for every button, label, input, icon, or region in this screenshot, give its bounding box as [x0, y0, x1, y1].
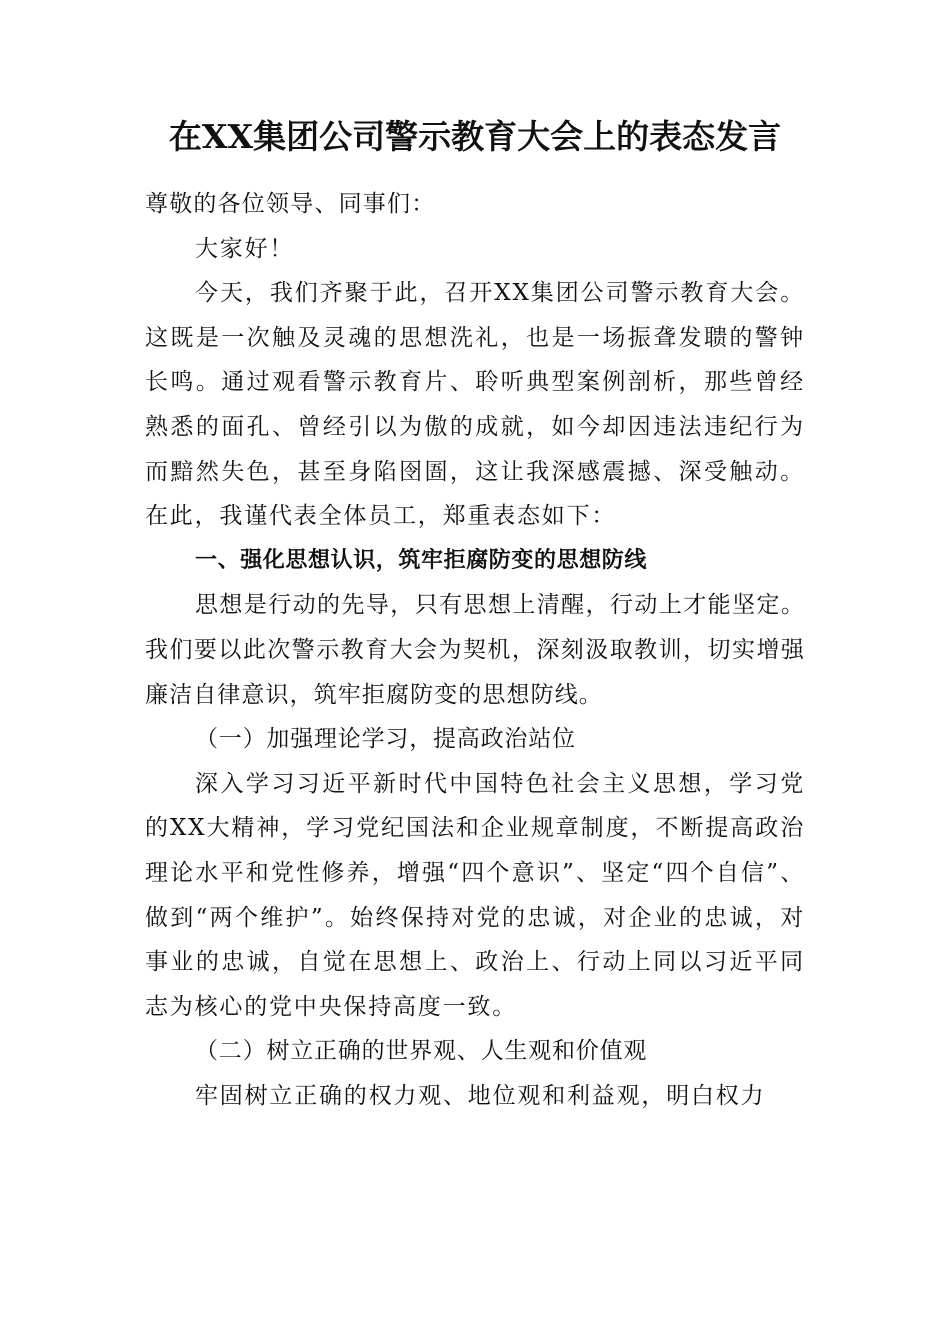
subsection-2-paragraph: 牢固树立正确的权力观、地位观和利益观，明白权力 [195, 1082, 766, 1109]
section-1-paragraph: 思想是行动的先导，只有思想上清醒，行动上才能坚定。我们要以此次警示教育大会为契机，深刻汲取教训，切实增强廉洁自律意识，筑牢拒腐防变的思想防线。 [145, 592, 805, 708]
document-title: 在XX集团公司警示教育大会上的表态发言 [168, 117, 782, 156]
intro-paragraph: 今天，我们齐聚于此，召开XX集团公司警示教育大会。这既是一次触及灵魂的思想洗礼，也是一场振聋发聩的警钟长鸣。通过观看警示教育片、聆听典型案例剖析，那些曾经熟悉的面孔、曾经引以为傲的成就，如今却因违法违纪行为而黯然失色，甚至身陷囹圄，这让我深感震撼、深受触动。在此，我谨代表全体员工，郑重表态如下： [145, 280, 805, 530]
document-body [145, 182, 805, 1118]
subsection-1-heading: （一）加强理论学习，提高政治站位 [195, 726, 576, 753]
subsection-1-paragraph: 深入学习习近平新时代中国特色社会主义思想，学习党的XX大精神，学习党纪国法和企业规章制度，不断提高政治理论水平和党性修养，增强“四个意识”、坚定“四个自信”、做到“两个维护”。始终保持对党的忠诚，对企业的忠诚，对事业的忠诚，自觉在思想上、政治上、行动上同以习近平同志为核心的党中央保持高度一致。 [145, 770, 805, 1020]
greeting: 大家好！ [195, 235, 295, 262]
salutation: 尊敬的各位领导、同事们： [145, 191, 436, 217]
subsection-2-heading: （二）树立正确的世界观、人生观和价值观 [195, 1038, 648, 1065]
section-1-heading: 一、强化思想认识，筑牢拒腐防变的思想防线 [195, 547, 648, 573]
